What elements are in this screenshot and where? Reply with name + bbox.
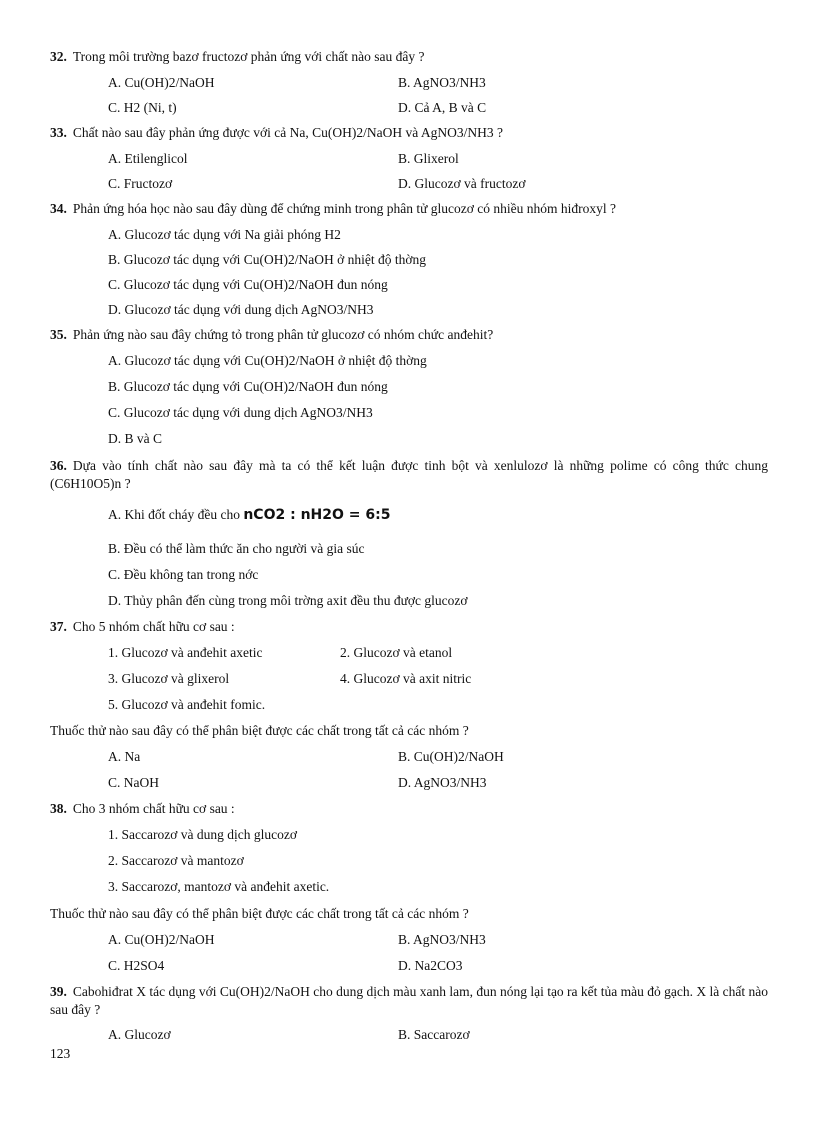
group-4: 4. Glucozơ và axit nitric	[340, 671, 472, 686]
option-a: A. Cu(OH)2/NaOH	[108, 75, 215, 90]
question-text: Phản ứng nào sau đây chứng tỏ trong phân tử glucozơ có nhóm chức anđehit?	[72, 327, 494, 342]
option-d: D. Na2CO3	[398, 958, 463, 973]
option-a	[108, 506, 390, 524]
question-33	[50, 124, 770, 142]
option-b: B. Glixerol	[398, 151, 459, 166]
option-c: C. Glucozơ tác dụng với dung dịch AgNO3/NH3	[108, 405, 373, 420]
question-35	[50, 326, 770, 344]
question-number: 35.	[50, 327, 67, 342]
sub-question: Thuốc thử nào sau đây có thể phân biệt được các chất trong tất cả các nhóm ?	[50, 906, 469, 921]
formula: nCO2 : nH2O = 6:5	[243, 507, 391, 523]
question-text: Cabohiđrat X tác dụng với Cu(OH)2/NaOH cho dung dịch màu xanh lam, đun nóng lại tạo ra kết tủa màu đỏ gạch. X là chất nào sau đây ?	[50, 984, 768, 1017]
option-d: D. Glucozơ và fructozơ	[398, 176, 526, 191]
question-text: Dựa vào tính chất nào sau đây mà ta có thể kết luận được tinh bột và xenlulozơ là những polime có công thức chung (C6H10O5)n ?	[50, 458, 768, 491]
option-c: C. Glucozơ tác dụng với Cu(OH)2/NaOH đun nóng	[108, 277, 388, 292]
option-b: B. Đều có thể làm thức ăn cho người và gia súc	[108, 541, 365, 556]
option-a: A. Etilenglicol	[108, 151, 188, 166]
option-b: B. Cu(OH)2/NaOH	[398, 749, 504, 764]
question-text: Cho 5 nhóm chất hữu cơ sau :	[72, 619, 235, 634]
option-c: C. Fructozơ	[108, 176, 173, 191]
question-32	[50, 48, 770, 66]
option-a-text: A. Khi đốt cháy đều cho	[108, 507, 240, 522]
question-number: 39.	[50, 984, 67, 999]
option-b: B. Saccarozơ	[398, 1027, 470, 1042]
option-a: A. Glucozơ	[108, 1027, 171, 1042]
option-d: D. AgNO3/NH3	[398, 775, 487, 790]
group-5: 5. Glucozơ và anđehit fomic.	[108, 697, 266, 712]
option-b: B. Glucozơ tác dụng với Cu(OH)2/NaOH ở nhiệt độ thờng	[108, 252, 427, 267]
option-d: D. Glucozơ tác dụng với dung dịch AgNO3/NH3	[108, 302, 374, 317]
option-b: B. Glucozơ tác dụng với Cu(OH)2/NaOH đun nóng	[108, 379, 388, 394]
option-a: A. Glucozơ tác dụng với Na giải phóng H2	[108, 227, 341, 242]
option-c: C. H2 (Ni, t)	[108, 100, 177, 115]
group-1: 1. Glucozơ và anđehit axetic	[108, 645, 263, 660]
question-number: 33.	[50, 125, 67, 140]
option-a: A. Cu(OH)2/NaOH	[108, 932, 215, 947]
option-d: D. Thủy phân đến cùng trong môi trờng axit đều thu được glucozơ	[108, 593, 468, 608]
option-c: C. Đều không tan trong nớc	[108, 567, 259, 582]
page-number: 123	[50, 1046, 71, 1061]
question-number: 34.	[50, 201, 67, 216]
question-34	[50, 200, 770, 218]
question-text: Cho 3 nhóm chất hữu cơ sau :	[72, 801, 235, 816]
group-3: 3. Saccarozơ, mantozơ và anđehit axetic.	[108, 879, 330, 894]
question-37	[50, 618, 770, 636]
option-a: A. Glucozơ tác dụng với Cu(OH)2/NaOH ở nhiệt độ thờng	[108, 353, 427, 368]
question-text: Trong môi trường bazơ fructozơ phản ứng với chất nào sau đây ?	[72, 49, 425, 64]
question-text: Phản ứng hóa học nào sau đây dùng để chứng minh trong phân tử glucozơ có nhiều nhóm hiđroxyl ?	[72, 201, 616, 216]
question-number: 36.	[50, 458, 67, 473]
question-number: 32.	[50, 49, 67, 64]
question-text: Chất nào sau đây phản ứng được với cả Na, Cu(OH)2/NaOH và AgNO3/NH3 ?	[72, 125, 503, 140]
question-number: 38.	[50, 801, 67, 816]
sub-question: Thuốc thử nào sau đây có thể phân biệt được các chất trong tất cả các nhóm ?	[50, 723, 469, 738]
group-2: 2. Saccarozơ và mantozơ	[108, 853, 244, 868]
group-3: 3. Glucozơ và glixerol	[108, 671, 230, 686]
question-38	[50, 800, 770, 818]
option-c: C. NaOH	[108, 775, 159, 790]
group-1: 1. Saccarozơ và dung dịch glucozơ	[108, 827, 297, 842]
question-number: 37.	[50, 619, 67, 634]
option-b: B. AgNO3/NH3	[398, 932, 486, 947]
question-39	[50, 983, 768, 1019]
group-2: 2. Glucozơ và etanol	[340, 645, 453, 660]
option-c: C. H2SO4	[108, 958, 165, 973]
option-d: D. B và C	[108, 431, 162, 446]
option-d: D. Cả A, B và C	[398, 100, 487, 115]
question-36	[50, 457, 768, 493]
option-a: A. Na	[108, 749, 141, 764]
option-b: B. AgNO3/NH3	[398, 75, 486, 90]
